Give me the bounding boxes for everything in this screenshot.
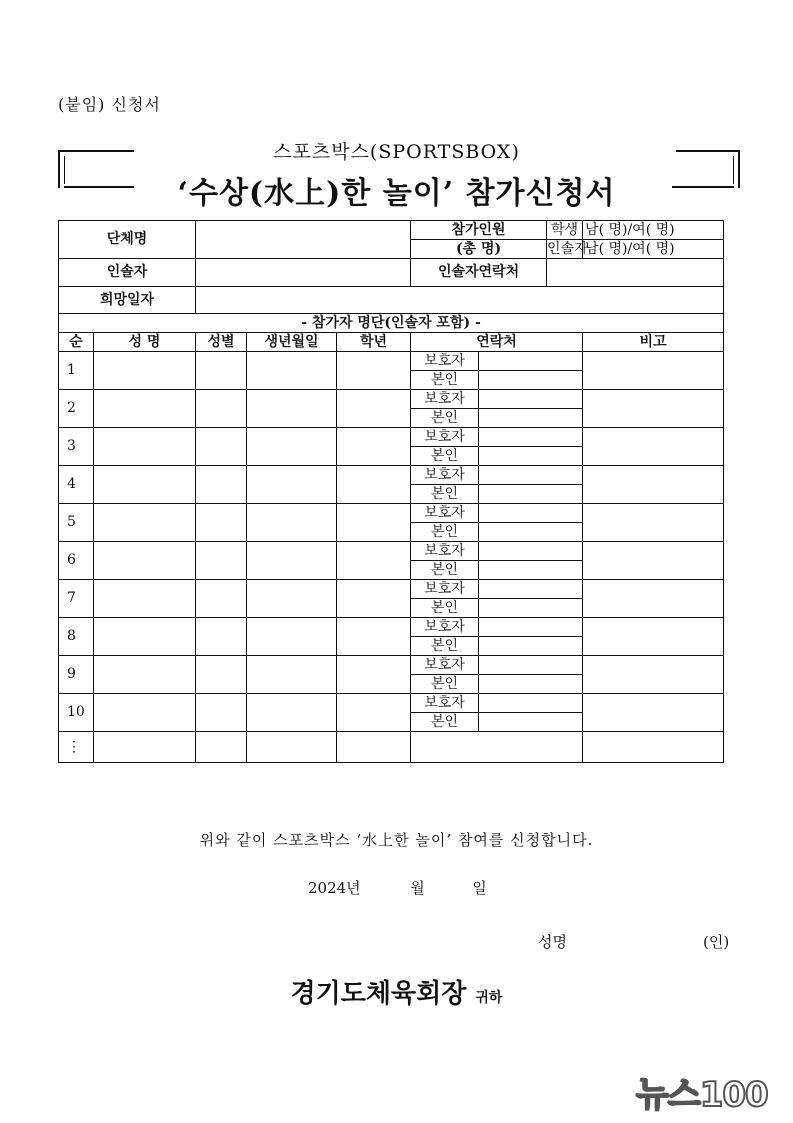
table-row: [59, 580, 724, 599]
news-watermark-logo: 뉴스100: [636, 1075, 768, 1115]
table-row: [59, 656, 724, 675]
participant-birth-field[interactable]: [247, 694, 337, 732]
participant-grade-field[interactable]: [337, 694, 411, 732]
participant-grade-field[interactable]: [337, 618, 411, 656]
col-seq: 순: [59, 333, 94, 352]
leader-gender-count[interactable]: 남( 명)/여( 명): [583, 240, 724, 259]
table-row: [59, 732, 724, 763]
leader-contact-label: 인솔자연락처: [411, 259, 547, 287]
signature-seal-label: (인): [703, 933, 730, 951]
participant-birth-field[interactable]: [247, 618, 337, 656]
participant-name-field[interactable]: [94, 694, 196, 732]
participant-birth-field[interactable]: [247, 466, 337, 504]
remarks-field[interactable]: [583, 542, 724, 580]
row-number: 10: [59, 694, 94, 732]
guardian-contact-field[interactable]: [479, 352, 583, 371]
table-row: [59, 618, 724, 637]
remarks-field[interactable]: [583, 580, 724, 618]
remarks-field[interactable]: [583, 656, 724, 694]
row-number: 9: [59, 656, 94, 694]
remarks-field[interactable]: [583, 618, 724, 656]
self-label: 본인: [411, 599, 479, 618]
guardian-label: 보호자: [411, 428, 479, 447]
col-contact: 연락처: [411, 333, 583, 352]
participants-label: 참가인원: [411, 221, 547, 240]
participant-sex-field[interactable]: [196, 542, 247, 580]
guardian-contact-field[interactable]: [479, 694, 583, 713]
guardian-label: 보호자: [411, 352, 479, 371]
table-row: [59, 390, 724, 409]
col-name: 성 명: [94, 333, 196, 352]
row-number: 8: [59, 618, 94, 656]
remarks-field[interactable]: [583, 390, 724, 428]
roster-heading: - 참가자 명단(인솔자 포함) -: [59, 314, 724, 333]
date-day: 일: [472, 879, 487, 897]
self-label: 본인: [411, 561, 479, 580]
self-contact-field[interactable]: [479, 409, 583, 428]
attachment-label: (붙임) 신청서: [58, 95, 161, 114]
row-ellipsis: ⋮: [59, 732, 94, 763]
application-statement: 위와 같이 스포츠박스 ‘水上한 놀이’ 참여를 신청합니다.: [199, 831, 594, 849]
guardian-contact-field[interactable]: [479, 504, 583, 523]
participant-name-field[interactable]: [94, 732, 196, 763]
row-number: 1: [59, 352, 94, 390]
guardian-label: 보호자: [411, 580, 479, 599]
participant-name-field[interactable]: [94, 390, 196, 428]
participant-sex-field[interactable]: [196, 390, 247, 428]
subtitle: 스포츠박스(SPORTSBOX): [273, 141, 520, 163]
participant-birth-field[interactable]: [247, 580, 337, 618]
participant-sex-field[interactable]: [196, 504, 247, 542]
self-label: 본인: [411, 485, 479, 504]
self-contact-field[interactable]: [479, 447, 583, 466]
col-birth: 생년월일: [247, 333, 337, 352]
application-form: [58, 220, 724, 763]
date-month: 월: [410, 879, 425, 897]
table-row: [59, 466, 724, 485]
row-number: 5: [59, 504, 94, 542]
participant-grade-field[interactable]: [337, 352, 411, 390]
guardian-contact-field[interactable]: [479, 428, 583, 447]
participant-name-field[interactable]: [94, 542, 196, 580]
row-number: 3: [59, 428, 94, 466]
leader-contact-field[interactable]: [547, 259, 724, 287]
participant-birth-field[interactable]: [247, 428, 337, 466]
student-label: 학생: [547, 221, 583, 240]
col-sex: 성별: [196, 333, 247, 352]
participant-birth-field[interactable]: [247, 504, 337, 542]
participant-grade-field[interactable]: [337, 656, 411, 694]
participant-grade-field[interactable]: [337, 732, 411, 763]
remarks-field[interactable]: [583, 694, 724, 732]
guardian-label: 보호자: [411, 390, 479, 409]
self-label: 본인: [411, 675, 479, 694]
leader-label: 인솔자: [547, 240, 588, 257]
table-row: [59, 694, 724, 713]
table-row: [59, 428, 724, 447]
participant-sex-field[interactable]: [196, 694, 247, 732]
remarks-field[interactable]: [583, 732, 724, 763]
self-label: 본인: [411, 637, 479, 656]
student-gender-count[interactable]: 남( 명)/여( 명): [583, 221, 724, 240]
guardian-contact-field[interactable]: [479, 618, 583, 637]
col-grade: 학년: [337, 333, 411, 352]
participant-name-field[interactable]: [94, 580, 196, 618]
participant-sex-field[interactable]: [196, 618, 247, 656]
group-name-field[interactable]: [196, 221, 411, 259]
recipient-suffix: 귀하: [475, 990, 503, 1006]
participant-birth-field[interactable]: [247, 352, 337, 390]
recipient-name: 경기도체육회장: [290, 979, 467, 1009]
self-label: 본인: [411, 447, 479, 466]
self-label: 본인: [411, 409, 479, 428]
participant-name-field[interactable]: [94, 352, 196, 390]
leader-row-label: 인솔자: [59, 259, 196, 287]
guardian-label: 보호자: [411, 694, 479, 713]
leader-name-field[interactable]: [196, 259, 411, 287]
remarks-field[interactable]: [583, 428, 724, 466]
self-contact-field[interactable]: [479, 713, 583, 732]
self-contact-field[interactable]: [479, 675, 583, 694]
row-number: 7: [59, 580, 94, 618]
guardian-label: 보호자: [411, 618, 479, 637]
guardian-contact-field[interactable]: [479, 542, 583, 561]
guardian-contact-field[interactable]: [479, 656, 583, 675]
contact-field[interactable]: [411, 732, 583, 763]
desired-date-field[interactable]: [196, 287, 724, 314]
participant-sex-field[interactable]: [196, 352, 247, 390]
desired-date-label: 희망일자: [59, 287, 196, 314]
guardian-label: 보호자: [411, 504, 479, 523]
participant-grade-field[interactable]: [337, 542, 411, 580]
row-number: 2: [59, 390, 94, 428]
group-name-label: 단체명: [59, 221, 196, 259]
participant-sex-field[interactable]: [196, 466, 247, 504]
remarks-field[interactable]: [583, 466, 724, 504]
participant-name-field[interactable]: [94, 428, 196, 466]
self-label: 본인: [411, 371, 479, 390]
participant-grade-field[interactable]: [337, 504, 411, 542]
self-contact-field[interactable]: [479, 637, 583, 656]
row-number: 6: [59, 542, 94, 580]
self-contact-field[interactable]: [479, 561, 583, 580]
table-row: [59, 352, 724, 371]
self-label: 본인: [411, 713, 479, 732]
guardian-label: 보호자: [411, 656, 479, 675]
participant-sex-field[interactable]: [196, 580, 247, 618]
remarks-field[interactable]: [583, 504, 724, 542]
roster-body: [59, 352, 724, 763]
participant-name-field[interactable]: [94, 656, 196, 694]
signature-name-label: 성명: [538, 933, 567, 951]
participant-sex-field[interactable]: [196, 656, 247, 694]
self-contact-field[interactable]: [479, 523, 583, 542]
table-row: [59, 504, 724, 523]
self-label: 본인: [411, 523, 479, 542]
self-contact-field[interactable]: [479, 599, 583, 618]
page-title: ‘수상(水上)한 놀이’ 참가신청서: [177, 176, 616, 211]
participant-birth-field[interactable]: [247, 732, 337, 763]
row-number: 4: [59, 466, 94, 504]
self-contact-field[interactable]: [479, 485, 583, 504]
date-year: 2024년: [308, 879, 361, 897]
table-row: [59, 542, 724, 561]
guardian-label: 보호자: [411, 466, 479, 485]
participants-total: (총 명): [411, 240, 547, 259]
guardian-contact-field[interactable]: [479, 580, 583, 599]
recipient: [0, 973, 793, 1010]
self-contact-field[interactable]: [479, 371, 583, 390]
guardian-contact-field[interactable]: [479, 390, 583, 409]
guardian-contact-field[interactable]: [479, 466, 583, 485]
guardian-label: 보호자: [411, 542, 479, 561]
participant-grade-field[interactable]: [337, 580, 411, 618]
participant-name-field[interactable]: [94, 466, 196, 504]
participant-grade-field[interactable]: [337, 466, 411, 504]
col-remarks: 비고: [583, 333, 724, 352]
participant-grade-field[interactable]: [337, 428, 411, 466]
remarks-field[interactable]: [583, 352, 724, 390]
participant-birth-field[interactable]: [247, 390, 337, 428]
participant-grade-field[interactable]: [337, 390, 411, 428]
participant-sex-field[interactable]: [196, 428, 247, 466]
participant-sex-field[interactable]: [196, 732, 247, 763]
application-date: [308, 877, 487, 898]
participant-name-field[interactable]: [94, 618, 196, 656]
participant-birth-field[interactable]: [247, 542, 337, 580]
participant-name-field[interactable]: [94, 504, 196, 542]
participant-birth-field[interactable]: [247, 656, 337, 694]
